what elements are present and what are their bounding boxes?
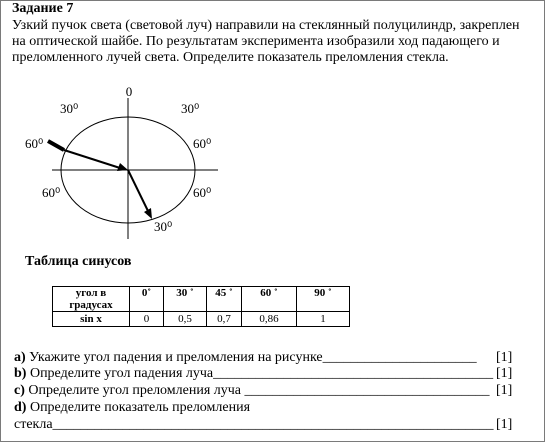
table-header-angle: 30 ˚ [164,287,207,312]
mark-a: [1] [496,350,513,365]
label-top: 0 [125,84,133,99]
question-d: d) Определите показатель преломления [14,400,251,415]
label-right-lower: 60⁰ [193,185,212,200]
table-header-angle: 90 ˚ [297,287,350,312]
mark-d: [1] [496,417,513,432]
table-cell: 0,5 [164,312,207,327]
sine-table-title: Таблица синусов [25,254,132,269]
question-d-continuation: стекла_______________________________________________________________ [14,417,494,432]
label-left-lower: 60⁰ [42,185,61,200]
incident-ray-stub [48,141,64,150]
table-cell: 0 [130,312,164,327]
label-bottom: 30⁰ [154,219,173,234]
table-header-angle: 45 ˚ [207,287,242,312]
question-b: b) Определите угол падения луча________________________________________ [14,366,494,381]
task-title: Задание 7 [12,1,74,16]
task-line: преломленного лучей света. Определите показатель преломления стекла. [12,50,449,65]
table-cell: 1 [297,312,350,327]
table-header-angle: 60 ˚ [242,287,297,312]
incident-ray [64,150,120,168]
sine-table [52,286,350,327]
table-cell: 0,86 [242,312,297,327]
table-row [53,287,350,312]
task-line: на оптической шайбе. По результатам эксперимента изобразили ход падающего и [12,34,500,49]
mark-c: [1] [496,383,513,398]
table-row-label: sin x [53,312,130,327]
task-line: Узкий пучок света (световой луч) направили на стеклянный полуцилиндр, закреплен [12,18,520,33]
table-header-label: угол в градусах [53,287,130,312]
incident-ray-arrowhead [117,163,128,171]
label-left-upper: 60⁰ [25,136,44,151]
question-c: c) Определите угол преломления луча ___________________________________ [14,383,490,398]
label-upper-right: 30⁰ [181,101,200,116]
mark-b: [1] [496,366,513,381]
label-right-upper: 60⁰ [193,136,212,151]
label-upper-left: 30⁰ [60,101,79,116]
table-cell: 0,7 [207,312,242,327]
refracted-ray [128,170,148,211]
table-header-angle: 0˚ [130,287,164,312]
table-row [53,312,350,327]
question-a: a) Укажите угол падения и преломления на рисунке______________________ [14,350,477,365]
